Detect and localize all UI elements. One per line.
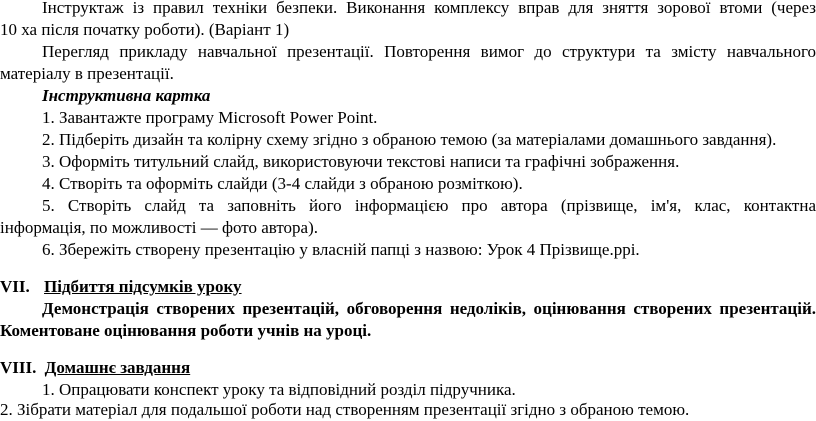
section-heading: Інструктивна картка: [42, 86, 211, 105]
section-title: Домашнє завдання: [44, 358, 191, 377]
list-item: 2. Підберіть дизайн та колірну схему згідно з обраною темою (за матеріалами домашнього завдання).: [42, 130, 777, 149]
section-heading: [0, 276, 816, 298]
section-title: Підбиття підсумків уроку: [44, 277, 242, 296]
paragraph-line: матеріалу в презентації.: [0, 64, 174, 83]
list-item-continuation: інформація, по можливості — фото автора).: [0, 218, 319, 237]
section-number: VII.: [0, 277, 30, 296]
list-item: 5. Створіть слайд та заповніть його інформацією про автора (прізвище, ім'я, клас, контактна: [42, 196, 816, 215]
paragraph-line: Інструктаж із правил техніки безпеки. Виконання комплексу вправ для зняття зорової втоми (через: [42, 0, 816, 17]
paragraph-line: Демонстрація створених презентацій, обговорення недоліків, оцінювання створених презентацій.: [42, 299, 816, 318]
paragraph-line: Коментоване оцінювання роботи учнів на уроці.: [0, 321, 372, 340]
list-item: 4. Створіть та оформіть слайди (3-4 слайди з обраною розміткою).: [42, 174, 523, 193]
paragraph-line: 10 ха після початку роботи). (Варіант 1): [0, 20, 290, 39]
list-item: 6. Збережіть створену презентацію у власній папці з назвою: Урок 4 Прізвище.ppi.: [42, 240, 640, 259]
list-item: 3. Оформіть титульний слайд, використовуючи текстові написи та графічні зображення.: [42, 152, 680, 171]
list-item: 2. Зібрати матеріал для подальшої роботи над створенням презентації згідно з обраною темою.: [0, 400, 690, 419]
list-item: 1. Опрацювати конспект уроку та відповідний розділ підручника.: [42, 380, 516, 399]
section-number: VIII.: [0, 358, 37, 377]
list-item: 1. Завантажте програму Microsoft Power Point.: [42, 108, 378, 127]
section-heading: [0, 357, 816, 379]
paragraph-line: Перегляд прикладу навчальної презентації. Повторення вимог до структури та змісту навчального: [42, 42, 816, 61]
